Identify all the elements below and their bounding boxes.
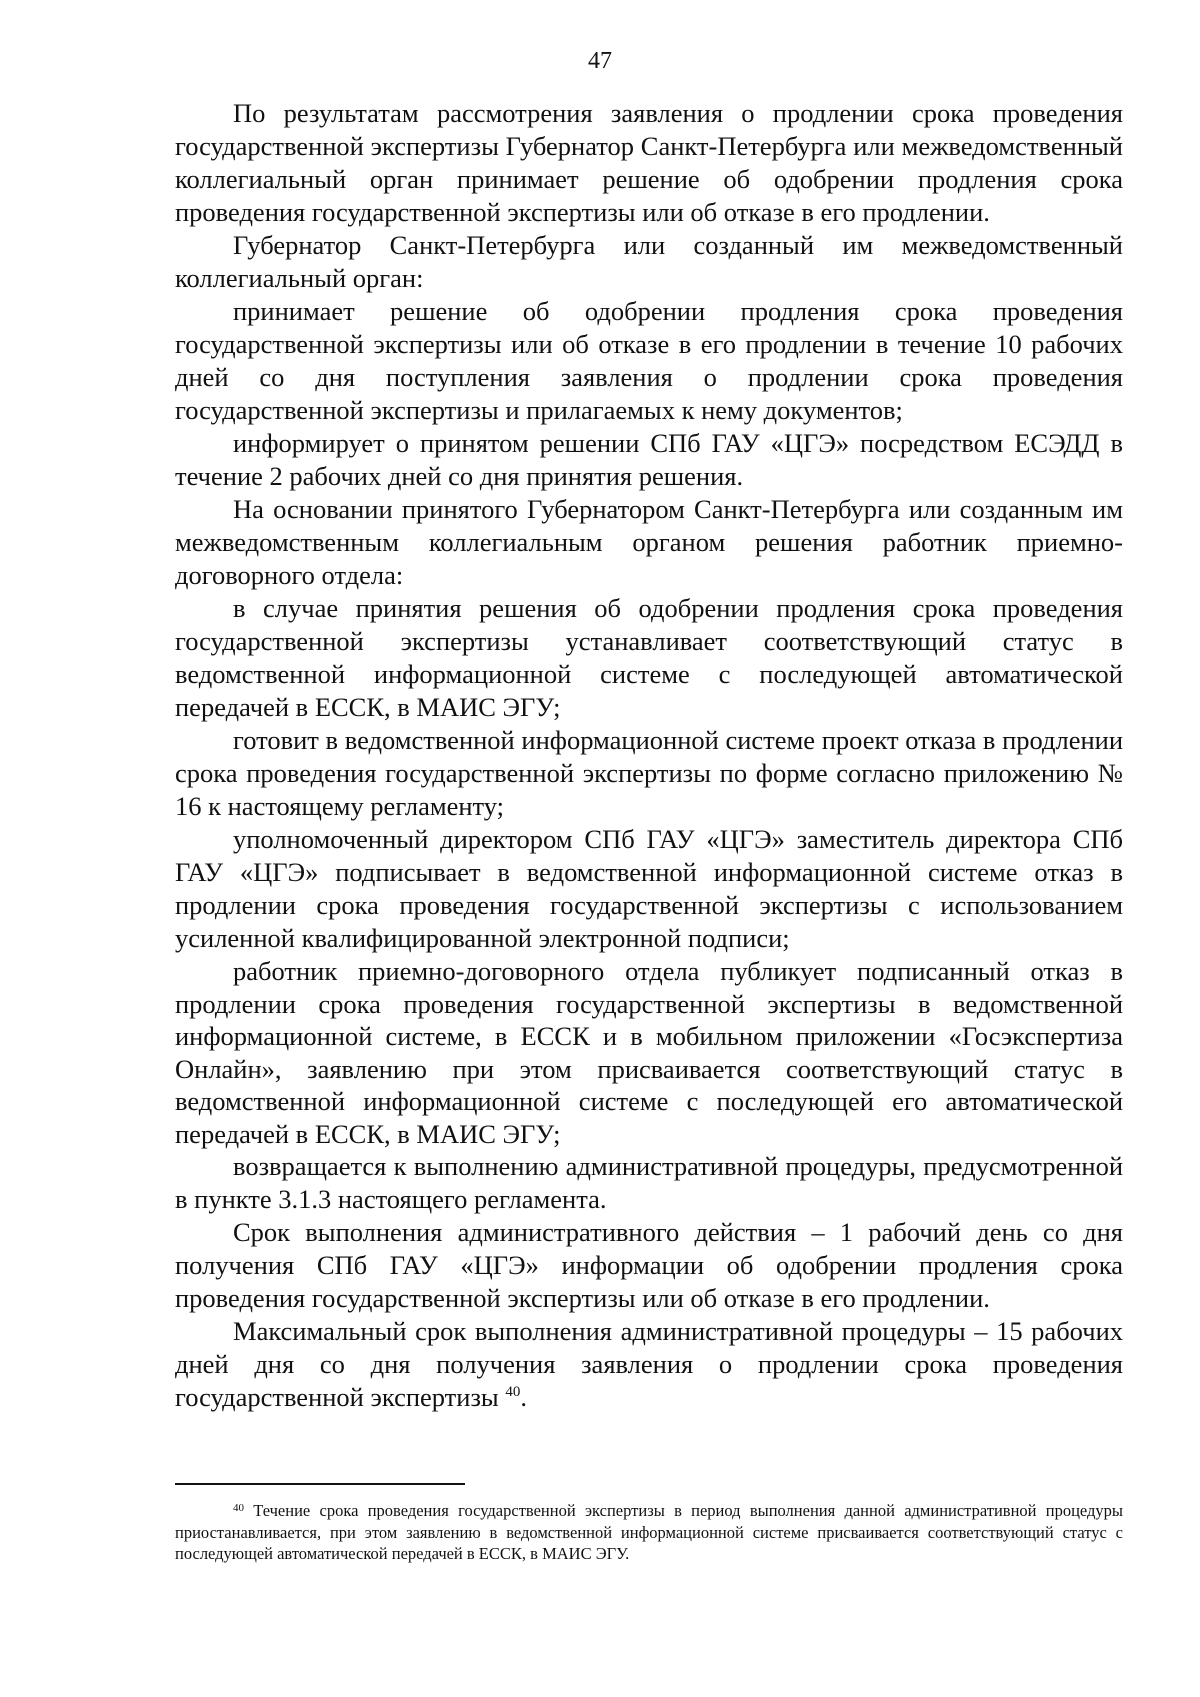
- paragraph: По результатам рассмотрения заявления о продлении срока проведения государственной экспертизы Губернатор Санкт-Петербурга или межведомственный коллегиальный орган принимает решение об одобрении продления срока проведения государственной экспертизы или об отказе в его продлении.: [175, 98, 1123, 227]
- paragraph: принимает решение об одобрении продления срока проведения государственной экспертизы или об отказе в его продлении в течение 10 рабочих дней со дня поступления заявления о продлении срока проведения государственной экспертизы и прилагаемых к нему документов;: [175, 296, 1123, 425]
- footnote-divider: [175, 1483, 465, 1485]
- paragraph-text: Максимальный срок выполнения административной процедуры – 15 рабочих дней дня со дня получения заявления о продлении срока проведения государственной экспертизы: [175, 1316, 1123, 1412]
- footnote-text: Течение срока проведения государственной экспертизы в период выполнения данной административной процедуры приостанавливается, при этом заявлению в ведомственной информационной системе присваивается соответствующий статус с последующей автоматической передачей в ЕССК, в МАИС ЭГУ.: [175, 1501, 1123, 1563]
- paragraph: информирует о принятом решении СПб ГАУ «ЦГЭ» посредством ЕСЭДД в течение 2 рабочих дней со дня принятия решения.: [175, 428, 1123, 491]
- paragraph: готовит в ведомственной информационной системе проект отказа в продлении срока проведения государственной экспертизы по форме согласно приложению № 16 к настоящему регламенту;: [175, 725, 1123, 821]
- paragraph: На основании принятого Губернатором Санкт-Петербурга или созданным им межведомственным коллегиальным органом решения работник приемно-договорного отдела:: [175, 494, 1123, 590]
- paragraph: Губернатор Санкт-Петербурга или созданный им межведомственный коллегиальный орган:: [175, 230, 1123, 293]
- page-number: 47: [588, 48, 612, 74]
- footnote: [175, 1500, 1123, 1565]
- paragraph: возвращается к выполнению административной процедуры, предусмотренной в пункте 3.1.3 настоящего регламента.: [175, 1151, 1123, 1214]
- document-body: [175, 97, 1123, 1414]
- paragraph-last: [175, 1315, 1123, 1414]
- paragraph: уполномоченный директором СПб ГАУ «ЦГЭ» заместитель директора СПб ГАУ «ЦГЭ» подписывает в ведомственной информационной системе отказ в продлении срока проведения государственной экспертизы с использованием усиленной квалифицированной электронной подписи;: [175, 824, 1123, 953]
- paragraph: работник приемно-договорного отдела публикует подписанный отказ в продлении срока проведения государственной экспертизы в ведомственной информационной системе, в ЕССК и в мобильном приложении «Госэкспертиза Онлайн», заявлению при этом присваивается соответствующий статус в ведомственной информационной системе с последующей его автоматической передачей в ЕССК, в МАИС ЭГУ;: [175, 956, 1123, 1149]
- paragraph: Срок выполнения административного действия – 1 рабочий день со дня получения СПб ГАУ «ЦГЭ» информации об одобрении продления срока проведения государственной экспертизы или об отказе в его продлении.: [175, 1217, 1123, 1313]
- paragraph-end: .: [520, 1382, 527, 1412]
- footnote-reference[interactable]: 40: [505, 1384, 521, 1400]
- paragraph: в случае принятия решения об одобрении продления срока проведения государственной экспертизы устанавливает соответствующий статус в ведомственной информационной системе с последующей автоматической передачей в ЕССК, в МАИС ЭГУ;: [175, 593, 1123, 722]
- footnote-marker: 40: [233, 1502, 244, 1514]
